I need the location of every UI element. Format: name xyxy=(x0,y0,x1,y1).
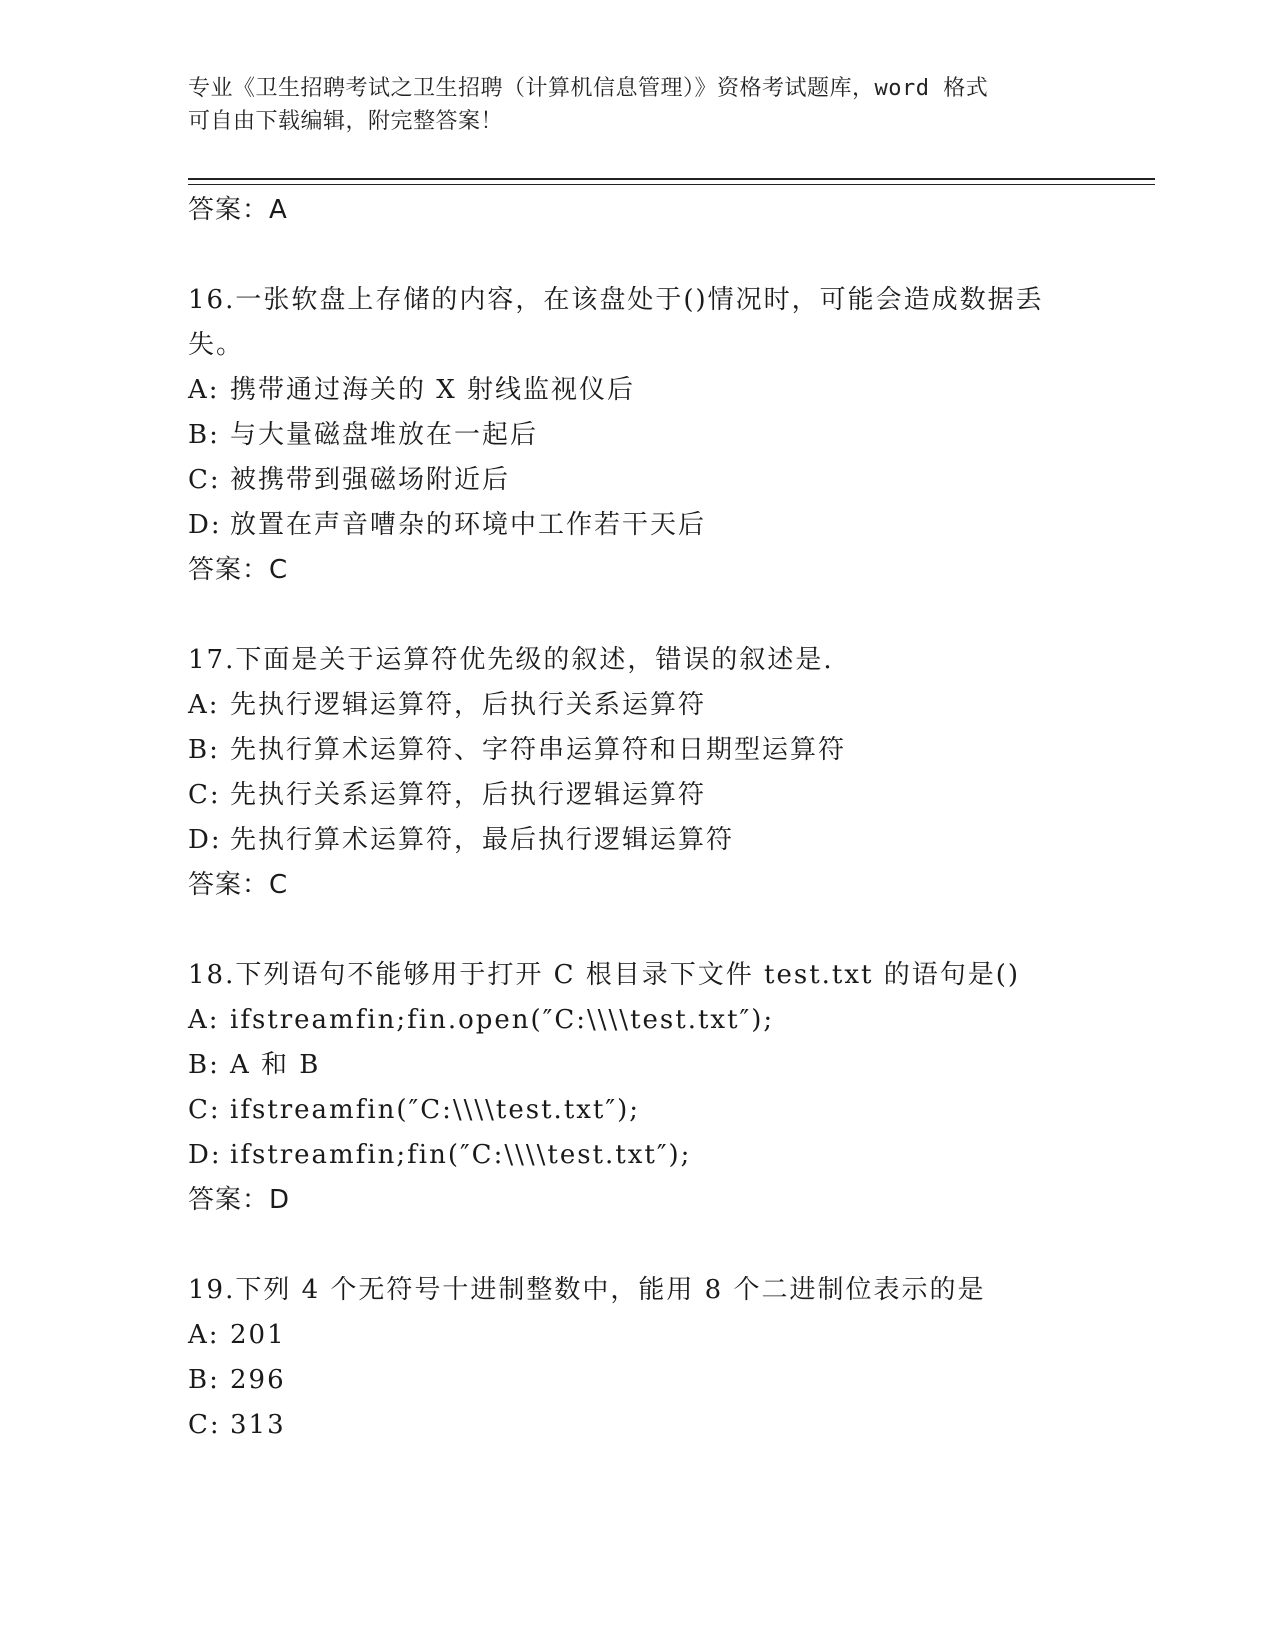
question-stem: 17.下面是关于运算符优先级的叙述，错误的叙述是. xyxy=(188,645,834,675)
page-header xyxy=(188,72,1088,138)
question-16 xyxy=(188,278,1148,593)
spacer xyxy=(188,1223,1148,1268)
option-text: A 和 B xyxy=(230,1050,321,1080)
header-divider-thin xyxy=(188,184,1155,185)
option-a xyxy=(188,1313,1148,1358)
option-b xyxy=(188,1358,1148,1403)
option-text: ifstreamfin;fin(″C:\\\\test.txt″); xyxy=(230,1140,692,1170)
option-letter: B: xyxy=(188,735,220,765)
option-text: ifstreamfin(″C:\\\\test.txt″); xyxy=(230,1095,640,1125)
question-19 xyxy=(188,1268,1148,1448)
option-c xyxy=(188,458,1148,503)
option-c xyxy=(188,1403,1148,1448)
option-b xyxy=(188,413,1148,458)
option-letter: C: xyxy=(188,1410,221,1440)
option-text: 201 xyxy=(230,1320,286,1350)
option-b xyxy=(188,1043,1148,1088)
option-d xyxy=(188,818,1148,863)
option-letter: A: xyxy=(188,1320,220,1350)
option-text: 先执行算术运算符，最后执行逻辑运算符 xyxy=(230,825,735,855)
header-line-1: 专业《卫生招聘考试之卫生招聘（计算机信息管理）》资格考试题库，word 格式 xyxy=(188,76,989,101)
option-text: 与大量磁盘堆放在一起后 xyxy=(230,420,539,450)
option-a xyxy=(188,998,1148,1043)
question-stem: 18.下列语句不能够用于打开 C 根目录下文件 test.txt 的语句是() xyxy=(188,960,1021,990)
answer: 答案：C xyxy=(188,555,289,585)
question-stem-continued: 失。 xyxy=(188,330,245,360)
option-text: 296 xyxy=(230,1365,286,1395)
question-17 xyxy=(188,638,1148,908)
option-letter: A: xyxy=(188,1005,220,1035)
question-list xyxy=(188,188,1148,1448)
option-d xyxy=(188,503,1148,548)
spacer xyxy=(188,593,1148,638)
option-text: 313 xyxy=(230,1410,286,1440)
option-letter: A: xyxy=(188,375,220,405)
spacer xyxy=(188,908,1148,953)
spacer xyxy=(188,233,1148,278)
option-letter: B: xyxy=(188,1365,220,1395)
answer: 答案：D xyxy=(188,1185,291,1215)
question-stem: 19.下列 4 个无符号十进制整数中，能用 8 个二进制位表示的是 xyxy=(188,1275,986,1305)
option-letter: C: xyxy=(188,780,221,810)
option-letter: D: xyxy=(188,1140,222,1170)
option-text: 先执行逻辑运算符，后执行关系运算符 xyxy=(230,690,707,720)
option-c xyxy=(188,773,1148,818)
option-letter: B: xyxy=(188,1050,220,1080)
question-stem: 16.一张软盘上存储的内容，在该盘处于()情况时，可能会造成数据丢 xyxy=(188,285,1044,315)
option-text: 携带通过海关的 X 射线监视仪后 xyxy=(230,375,636,405)
option-letter: A: xyxy=(188,690,220,720)
option-text: 放置在声音嘈杂的环境中工作若干天后 xyxy=(230,510,707,540)
option-text: 被携带到强磁场附近后 xyxy=(230,465,511,495)
previous-answer: 答案：A xyxy=(188,195,288,225)
option-d xyxy=(188,1133,1148,1178)
option-letter: D: xyxy=(188,825,222,855)
option-b xyxy=(188,728,1148,773)
option-c xyxy=(188,1088,1148,1133)
header-line-2: 可自由下载编辑，附完整答案！ xyxy=(188,109,504,134)
option-a xyxy=(188,368,1148,413)
option-text: 先执行算术运算符、字符串运算符和日期型运算符 xyxy=(230,735,847,765)
option-a xyxy=(188,683,1148,728)
answer: 答案：C xyxy=(188,870,289,900)
option-letter: C: xyxy=(188,1095,221,1125)
option-text: ifstreamfin;fin.open(″C:\\\\test.txt″); xyxy=(230,1005,775,1035)
option-text: 先执行关系运算符，后执行逻辑运算符 xyxy=(230,780,707,810)
question-18 xyxy=(188,953,1148,1223)
option-letter: C: xyxy=(188,465,221,495)
option-letter: D: xyxy=(188,510,222,540)
option-letter: B: xyxy=(188,420,220,450)
header-divider-thick xyxy=(188,178,1155,180)
